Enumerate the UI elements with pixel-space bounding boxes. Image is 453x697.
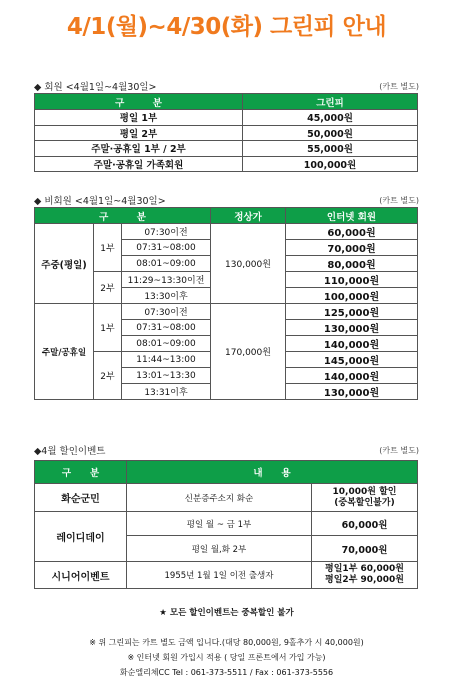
day-type-cell: 주말/공휴일 bbox=[35, 304, 94, 400]
event-table bbox=[34, 460, 418, 589]
day-type-cell: 주중(평일) bbox=[35, 224, 94, 304]
table-row bbox=[35, 484, 418, 512]
internet-price: 125,000원 bbox=[286, 304, 418, 320]
member-fee-table bbox=[34, 93, 418, 172]
table-row bbox=[35, 224, 418, 240]
internet-price: 130,000원 bbox=[286, 320, 418, 336]
time-slot: 07:31~08:00 bbox=[122, 320, 211, 336]
nonmember-header-category: 구 분 bbox=[35, 208, 211, 224]
time-slot: 07:31~08:00 bbox=[122, 240, 211, 256]
regular-price-cell: 130,000원 bbox=[211, 224, 286, 304]
part-cell: 1부 bbox=[94, 224, 122, 272]
part-cell: 2부 bbox=[94, 272, 122, 304]
part-cell: 2부 bbox=[94, 352, 122, 400]
time-slot: 11:44~13:00 bbox=[122, 352, 211, 368]
time-slot: 11:29~13:30이전 bbox=[122, 272, 211, 288]
nonmember-cart-note: (카트 별도) bbox=[379, 196, 419, 205]
member-row-label: 주말·공휴일 1부 / 2부 bbox=[35, 141, 243, 157]
nonmember-section-heading: ◆ 비회원 <4월1일~4월30일> bbox=[34, 196, 166, 207]
member-cart-note: (카트 별도) bbox=[379, 82, 419, 91]
page-title: 4/1(월)~4/30(화) 그린피 안내 bbox=[66, 14, 387, 40]
no-duplicate-discount-notice: ★ 모든 할인이벤트는 중복할인 불가 bbox=[159, 608, 294, 618]
event-benefit: 평일1부 60,000원 평일2부 90,000원 bbox=[312, 562, 418, 589]
event-condition: 1955년 1월 1일 이전 출생자 bbox=[127, 562, 312, 589]
event-benefit: 70,000원 bbox=[312, 536, 418, 562]
time-slot: 13:01~13:30 bbox=[122, 368, 211, 384]
member-row-price: 55,000원 bbox=[243, 141, 418, 157]
member-header-category: 구 분 bbox=[35, 94, 243, 110]
time-slot: 13:31이후 bbox=[122, 384, 211, 400]
member-row-label: 주말·공휴일 가족회원 bbox=[35, 156, 243, 172]
event-condition: 신분증주소지 화순 bbox=[127, 484, 312, 512]
internet-price: 110,000원 bbox=[286, 272, 418, 288]
internet-price: 130,000원 bbox=[286, 384, 418, 400]
regular-price-cell: 170,000원 bbox=[211, 304, 286, 400]
member-row-price: 100,000원 bbox=[243, 156, 418, 172]
internet-price: 60,000원 bbox=[286, 224, 418, 240]
member-row-price: 50,000원 bbox=[243, 125, 418, 141]
event-name: 레이디데이 bbox=[35, 512, 127, 562]
internet-price: 70,000원 bbox=[286, 240, 418, 256]
footer-line-contact: 화순엘리체CC Tel : 061-373-5511 / Fax : 061-373-5556 bbox=[119, 668, 334, 677]
event-cart-note: (카트 별도) bbox=[379, 446, 419, 455]
footer-line-internet: ※ 인터넷 회원 가입시 적용 ( 당일 프론트에서 가입 가능) bbox=[127, 653, 326, 662]
event-benefit: 10,000원 할인 (중복할인불가) bbox=[312, 484, 418, 512]
table-row bbox=[35, 562, 418, 589]
member-header-greenfee: 그린피 bbox=[243, 94, 418, 110]
internet-price: 145,000원 bbox=[286, 352, 418, 368]
member-section-heading: ◆ 회원 <4월1일~4월30일> bbox=[34, 82, 157, 93]
internet-price: 140,000원 bbox=[286, 336, 418, 352]
footer-line-cart: ※ 위 그린피는 카트 별도 금액 입니다.(대당 80,000원, 9홀추가 시 40,000원) bbox=[89, 638, 364, 647]
member-row-price: 45,000원 bbox=[243, 110, 418, 126]
table-row bbox=[35, 304, 418, 320]
table-row bbox=[35, 125, 418, 141]
table-row bbox=[35, 156, 418, 172]
event-condition: 평일 월 ~ 금 1부 bbox=[127, 512, 312, 536]
event-header-category: 구 분 bbox=[35, 461, 127, 484]
member-row-label: 평일 2부 bbox=[35, 125, 243, 141]
time-slot: 08:01~09:00 bbox=[122, 256, 211, 272]
time-slot: 07:30이전 bbox=[122, 224, 211, 240]
table-row bbox=[35, 110, 418, 126]
time-slot: 13:30이후 bbox=[122, 288, 211, 304]
event-benefit: 60,000원 bbox=[312, 512, 418, 536]
nonmember-fee-table bbox=[34, 207, 418, 400]
internet-price: 140,000원 bbox=[286, 368, 418, 384]
time-slot: 07:30이전 bbox=[122, 304, 211, 320]
time-slot: 08:01~09:00 bbox=[122, 336, 211, 352]
member-row-label: 평일 1부 bbox=[35, 110, 243, 126]
event-section-heading: ◆4월 할인이벤트 bbox=[34, 446, 106, 457]
table-row bbox=[35, 512, 418, 536]
nonmember-header-internet: 인터넷 회원 bbox=[286, 208, 418, 224]
event-name: 시니어이벤트 bbox=[35, 562, 127, 589]
event-header-content: 내 용 bbox=[127, 461, 418, 484]
event-name: 화순군민 bbox=[35, 484, 127, 512]
nonmember-header-regular: 정상가 bbox=[211, 208, 286, 224]
internet-price: 100,000원 bbox=[286, 288, 418, 304]
part-cell: 1부 bbox=[94, 304, 122, 352]
table-row bbox=[35, 141, 418, 157]
internet-price: 80,000원 bbox=[286, 256, 418, 272]
event-condition: 평일 월,화 2부 bbox=[127, 536, 312, 562]
